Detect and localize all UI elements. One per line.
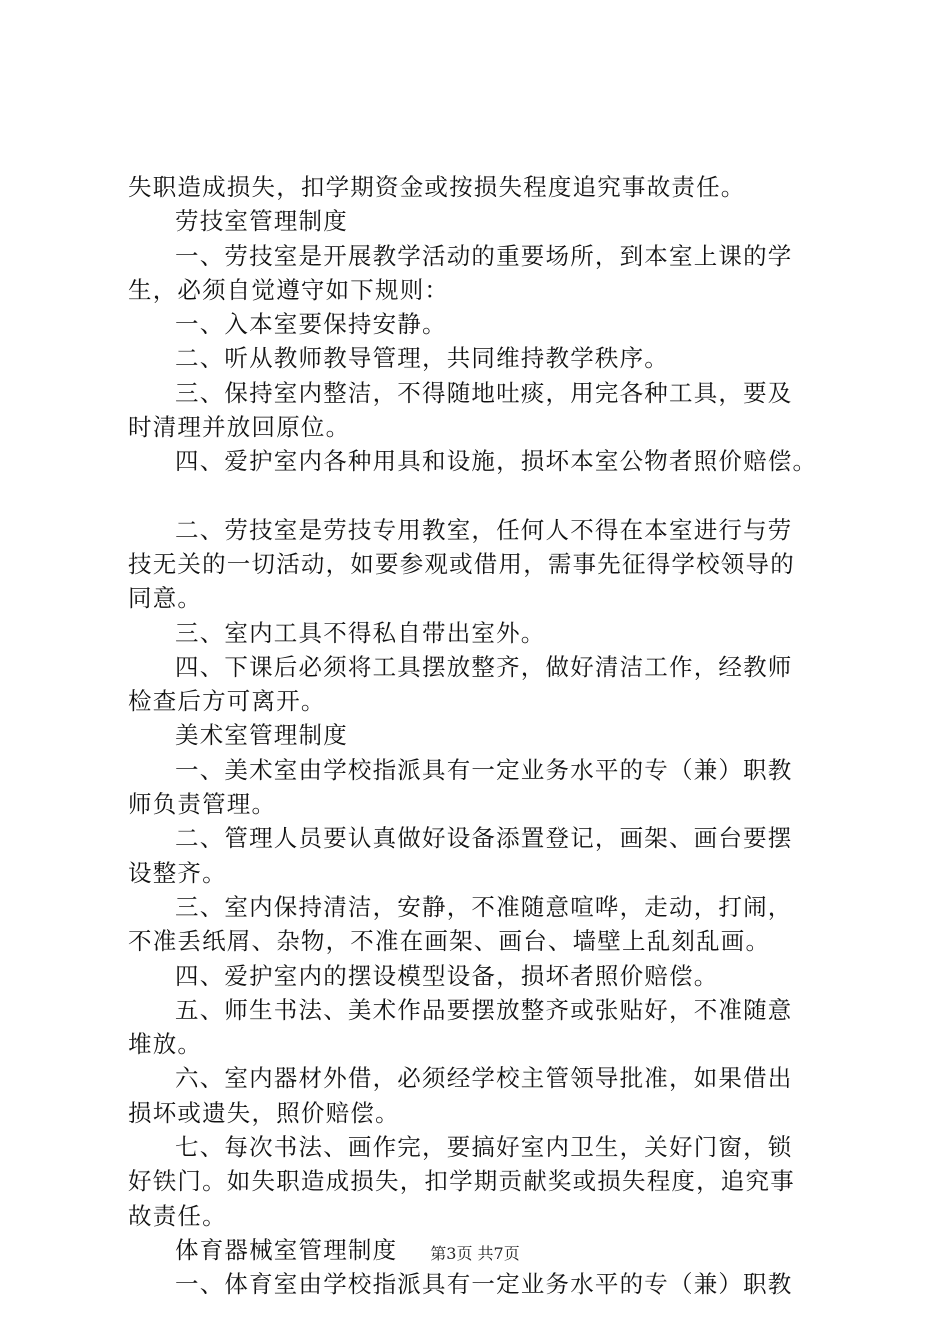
paragraph-line: 一、入本室要保持安静。 — [175, 310, 447, 339]
paragraph-line: 四、爱护室内各种用具和设施，损坏本室公物者照价赔偿。 — [175, 447, 818, 476]
paragraph-line: 故责任。 — [128, 1201, 227, 1230]
paragraph-line: 堆放。 — [128, 1030, 203, 1059]
paragraph-line: 三、保持室内整洁，不得随地吐痰，用完各种工具，要及 — [175, 378, 793, 407]
paragraph-line: 损坏或遗失，照价赔偿。 — [128, 1098, 400, 1127]
paragraph-line: 二、劳技室是劳技专用教室，任何人不得在本室进行与劳 — [175, 515, 793, 544]
document-body — [128, 170, 840, 1302]
paragraph-line: 设整齐。 — [128, 858, 227, 887]
paragraph-line: 五、师生书法、美术作品要摆放整齐或张贴好，不准随意 — [175, 995, 793, 1024]
paragraph-line: 一、劳技室是开展教学活动的重要场所，到本室上课的学 — [175, 241, 793, 270]
paragraph-line: 六、室内器材外借，必须经学校主管领导批准，如果借出 — [175, 1064, 793, 1093]
paragraph-line: 三、室内工具不得私自带出室外。 — [175, 618, 546, 647]
paragraph-line: 好铁门。如失职造成损失，扣学期贡献奖或损失程度，追究事 — [128, 1167, 795, 1196]
section-heading-art-room: 美术室管理制度 — [175, 721, 348, 750]
paragraph-line: 四、下课后必须将工具摆放整齐，做好清洁工作，经教师 — [175, 652, 793, 681]
paragraph-line: 时清理并放回原位。 — [128, 413, 351, 442]
paragraph-line: 四、爱护室内的摆设模型设备，损坏者照价赔偿。 — [175, 961, 719, 990]
page-number-footer: 第3页 共7页 — [430, 1244, 520, 1263]
section-heading-labor-room: 劳技室管理制度 — [175, 207, 348, 236]
paragraph-line: 失职造成损失，扣学期资金或按损失程度追究事故责任。 — [128, 173, 746, 201]
paragraph-line: 不准丢纸屑、杂物，不准在画架、画台、墙壁上乱刻乱画。 — [128, 927, 771, 956]
paragraph-line: 二、听从教师教导管理，共同维持教学秩序。 — [175, 344, 669, 373]
paragraph-line: 一、体育室由学校指派具有一定业务水平的专（兼）职教 — [175, 1270, 793, 1299]
paragraph-line: 技无关的一切活动，如要参观或借用，需事先征得学校领导的 — [128, 549, 795, 578]
paragraph-line: 检查后方可离开。 — [128, 687, 326, 716]
paragraph-line: 一、美术室由学校指派具有一定业务水平的专（兼）职教 — [175, 755, 793, 784]
paragraph-line: 二、管理人员要认真做好设备添置登记，画架、画台要摆 — [175, 824, 793, 853]
paragraph-line: 同意。 — [128, 584, 203, 613]
paragraph-line: 生，必须自觉遵守如下规则： — [128, 275, 450, 304]
paragraph-line: 师负责管理。 — [128, 790, 277, 819]
paragraph-line: 三、室内保持清洁，安静，不准随意喧哗，走动，打闹， — [175, 892, 793, 921]
section-heading-sports-equipment-room: 体育器械室管理制度 — [175, 1235, 398, 1264]
paragraph-line: 七、每次书法、画作完，要搞好室内卫生，关好门窗，锁 — [175, 1133, 793, 1162]
